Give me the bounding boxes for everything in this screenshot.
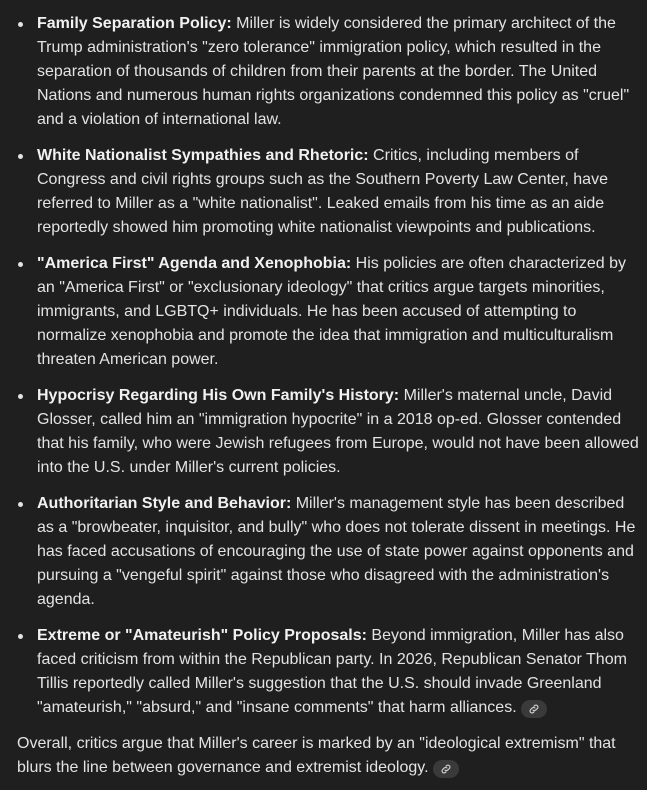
link-icon	[440, 763, 452, 775]
bullet-dot	[18, 502, 23, 507]
list-item	[0, 624, 640, 720]
list-item-text: Critics, including members of Congress and civil rights groups such as the Southern Poverty Law Center, have referred to Miller as a "white nationalist". Leaked emails from his time as an aide reportedly showed him promoting white nationalist viewpoints and publications.	[37, 147, 608, 236]
link-icon	[528, 703, 540, 715]
list-item	[0, 252, 640, 372]
list-item-text: Beyond immigration, Miller has also faced criticism from within the Republican party. In 2026, Republican Senator Thom Tillis reportedly called Miller's suggestion that the U.S. should invade Greenland "amateurish," "absurd," and "insane comments" that harm alliances.	[37, 627, 627, 716]
list-item-title: Extreme or "Amateurish" Policy Proposals:	[37, 627, 367, 644]
bullet-dot	[18, 394, 23, 399]
citation-link-button[interactable]	[433, 760, 459, 778]
list-item	[0, 12, 640, 132]
citation-link-button[interactable]	[521, 700, 547, 718]
bullet-dot	[18, 154, 23, 159]
list-item-title: White Nationalist Sympathies and Rhetoric:	[37, 147, 369, 164]
list-item	[0, 384, 640, 480]
list-item-title: Family Separation Policy:	[37, 15, 232, 32]
list-item-title: Hypocrisy Regarding His Own Family's History:	[37, 387, 400, 404]
list-item-text: His policies are often characterized by an "America First" or "exclusionary ideology" that critics argue targets minorities, immigrants, and LGBTQ+ individuals. He has been accused of attempting to normalize xenophobia and promote the idea that immigration and multiculturalism threaten American power.	[37, 255, 626, 368]
bullet-dot	[18, 262, 23, 267]
summary-text: Overall, critics argue that Miller's career is marked by an "ideological extremism" that blurs the line between governance and extremist ideology.	[17, 735, 616, 776]
list-item	[0, 492, 640, 612]
list-item-text: Miller's maternal uncle, David Glosser, called him an "immigration hypocrite" in a 2018 op-ed. Glosser contended that his family, who were Jewish refugees from Europe, would not have been allowed into the U.S. under Miller's current policies.	[37, 387, 639, 476]
summary-paragraph	[0, 732, 625, 780]
bullet-dot	[18, 22, 23, 27]
list-item-text: Miller is widely considered the primary architect of the Trump administration's "zero tolerance" immigration policy, which resulted in the separation of thousands of children from their parents at the border. The United Nations and numerous human rights organizations condemned this policy as "cruel" and a violation of international law.	[37, 15, 630, 128]
list-item	[0, 144, 640, 240]
list-item-text: Miller's management style has been described as a "browbeater, inquisitor, and bully" who does not tolerate dissent in meetings. He has faced accusations of encouraging the use of state power against opponents and pursuing a "vengeful spirit" against those who disagreed with the administration's agenda.	[37, 495, 636, 608]
list-item-title: "America First" Agenda and Xenophobia:	[37, 255, 352, 272]
bullet-dot	[18, 634, 23, 639]
list-item-title: Authoritarian Style and Behavior:	[37, 495, 292, 512]
criticism-list	[0, 12, 647, 720]
